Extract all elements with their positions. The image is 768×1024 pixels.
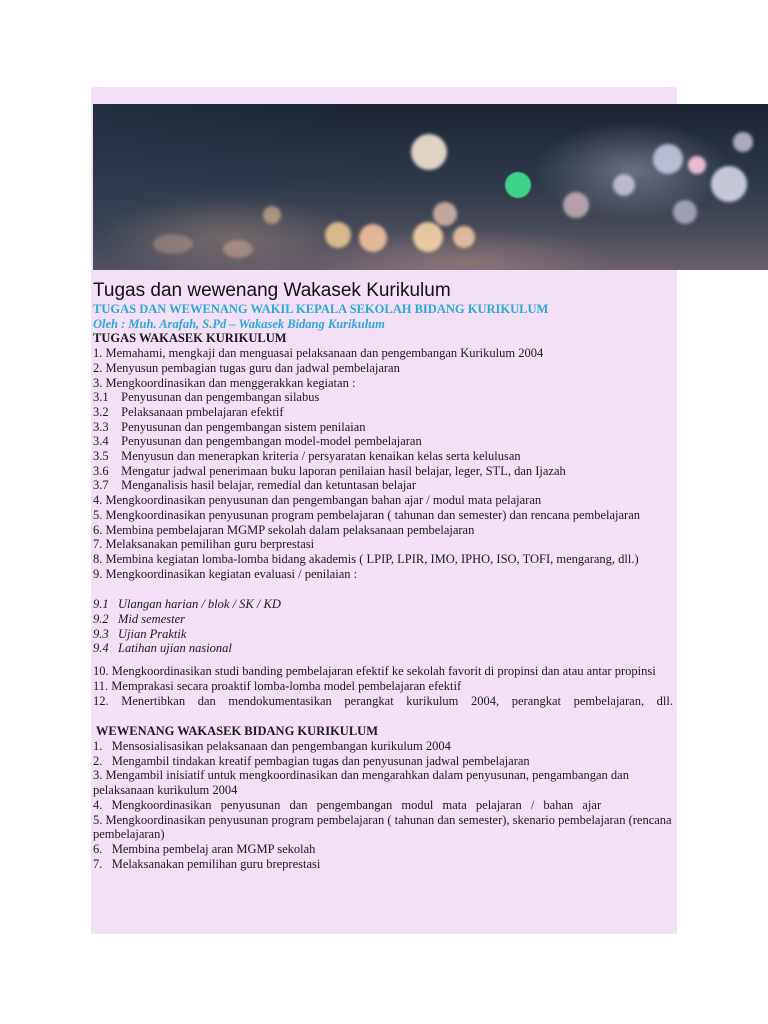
list-item: 3.4 Penyusunan dan pengembangan model-model pembelajaran — [93, 434, 422, 449]
list-item: 8. Membina kegiatan lomba-lomba bidang akademis ( LPIP, LPIR, IMO, IPHO, ISO, TOFI, mengarang, dll.) — [93, 551, 639, 566]
author-line: Oleh : Muh. Arafah, S.Pd – Wakasek Bidang Kurikulum — [93, 316, 385, 331]
bokeh-light — [263, 206, 281, 224]
spacer — [93, 581, 673, 597]
list-item: 9.1 Ulangan harian / blok / SK / KD — [93, 597, 281, 612]
list-item: 3.3 Penyusunan dan pengembangan sistem penilaian — [93, 419, 366, 434]
bokeh-light — [733, 132, 753, 152]
list-item: 3.5 Menyusun dan menerapkan kriteria / persyaratan kenaikan kelas serta kelulusan — [93, 449, 521, 464]
list-item: 6. Membina pembelaj aran MGMP sekolah — [93, 841, 316, 856]
spacer — [93, 656, 673, 664]
list-item: 3.6 Mengatur jadwal penerimaan buku laporan penilaian hasil belajar, leger, STL, dan Ijazah — [93, 463, 566, 478]
list-item: 2. Menyusun pembagian tugas guru dan jadwal pembelajaran — [93, 360, 400, 375]
document-subtitle: TUGAS DAN WEWENANG WAKIL KEPALA SEKOLAH BIDANG KURIKULUM — [93, 302, 549, 316]
bokeh-light — [505, 172, 531, 198]
bokeh-light — [413, 222, 443, 252]
list-item: 12. Menertibkan dan mendokumentasikan perangkat kurikulum 2004, perangkat pembelajaran, dll. — [93, 693, 673, 708]
bokeh-light — [433, 202, 457, 226]
list-item: 3. Mengkoordinasikan dan menggerakkan kegiatan : — [93, 375, 356, 390]
list-item: 1. Mensosialisasikan pelaksanaan dan pengembangan kurikulum 2004 — [93, 738, 451, 753]
bokeh-light — [153, 234, 193, 254]
list-item: 3.1 Penyusunan dan pengembangan silabus — [93, 390, 320, 405]
document-content — [93, 280, 673, 871]
list-item: 3.7 Menganalisis hasil belajar, remedial dan ketuntasan belajar — [93, 478, 416, 493]
spacer — [93, 708, 673, 724]
bokeh-light — [223, 240, 253, 258]
header-banner-image — [93, 104, 768, 270]
list-item: 11. Memprakasi secara proaktif lomba-lomba model pembelajaran efektif — [93, 678, 462, 693]
list-item: 7. Melaksanakan pemilihan guru berprestasi — [93, 537, 315, 552]
page-title: Tugas dan wewenang Wakasek Kurikulum — [93, 280, 451, 301]
list-item: 4. Mengkoordinasikan penyusunan dan pengembangan bahan ajar / modul mata pelajaran — [93, 493, 542, 508]
list-item: 3. Mengambil inisiatif untuk mengkoordinasikan dan mengarahkan dalam penyusunan, pengambangan dan pelaksanaan kurikulum 2004 — [93, 768, 629, 798]
list-item: 9.3 Ujian Praktik — [93, 626, 187, 641]
bokeh-light — [563, 192, 589, 218]
list-item: 1. Memahami, mengkaji dan menguasai pelaksanaan dan pengembangan Kurikulum 2004 — [93, 346, 544, 361]
list-item: 9.4 Latihan ujian nasional — [93, 641, 232, 656]
section-heading-wewenang: WEWENANG WAKASEK BIDANG KURIKULUM — [93, 724, 378, 739]
bokeh-light — [613, 174, 635, 196]
list-item: 5. Mengkoordinasikan penyusunan program pembelajaran ( tahunan dan semester), skenario pembelajaran (rencana pembelajaran) — [93, 812, 672, 842]
bokeh-light — [453, 226, 475, 248]
list-item: 9.2 Mid semester — [93, 612, 185, 627]
list-item: 10. Mengkoordinasikan studi banding pembelajaran efektif ke sekolah favorit di propinsi dan atau antar propinsi — [93, 664, 656, 679]
list-item: 4. Mengkoordinasikan penyusunan dan pengembangan modul mata pelajaran / bahan ajar — [93, 797, 602, 812]
list-item: 5. Mengkoordinasikan penyusunan program pembelajaran ( tahunan dan semester) dan rencana pembelajaran — [93, 507, 641, 522]
list-item: 6. Membina pembelajaran MGMP sekolah dalam pelaksanaan pembelajaran — [93, 522, 475, 537]
list-item: 7. Melaksanakan pemilihan guru breprestasi — [93, 856, 321, 871]
bokeh-light — [673, 200, 697, 224]
bokeh-light — [653, 144, 683, 174]
list-item: 3.2 Pelaksanaan pmbelajaran efektif — [93, 404, 284, 419]
bokeh-light — [711, 166, 747, 202]
bokeh-light — [325, 222, 351, 248]
bokeh-light — [688, 156, 706, 174]
list-item: 9. Mengkoordinasikan kegiatan evaluasi / penilaian : — [93, 566, 358, 581]
section-heading-tugas: TUGAS WAKASEK KURIKULUM — [93, 331, 287, 346]
bokeh-light — [411, 134, 447, 170]
bokeh-light — [359, 224, 387, 252]
list-item: 2. Mengambil tindakan kreatif pembagian tugas dan penyusunan jadwal pembelajaran — [93, 753, 530, 768]
